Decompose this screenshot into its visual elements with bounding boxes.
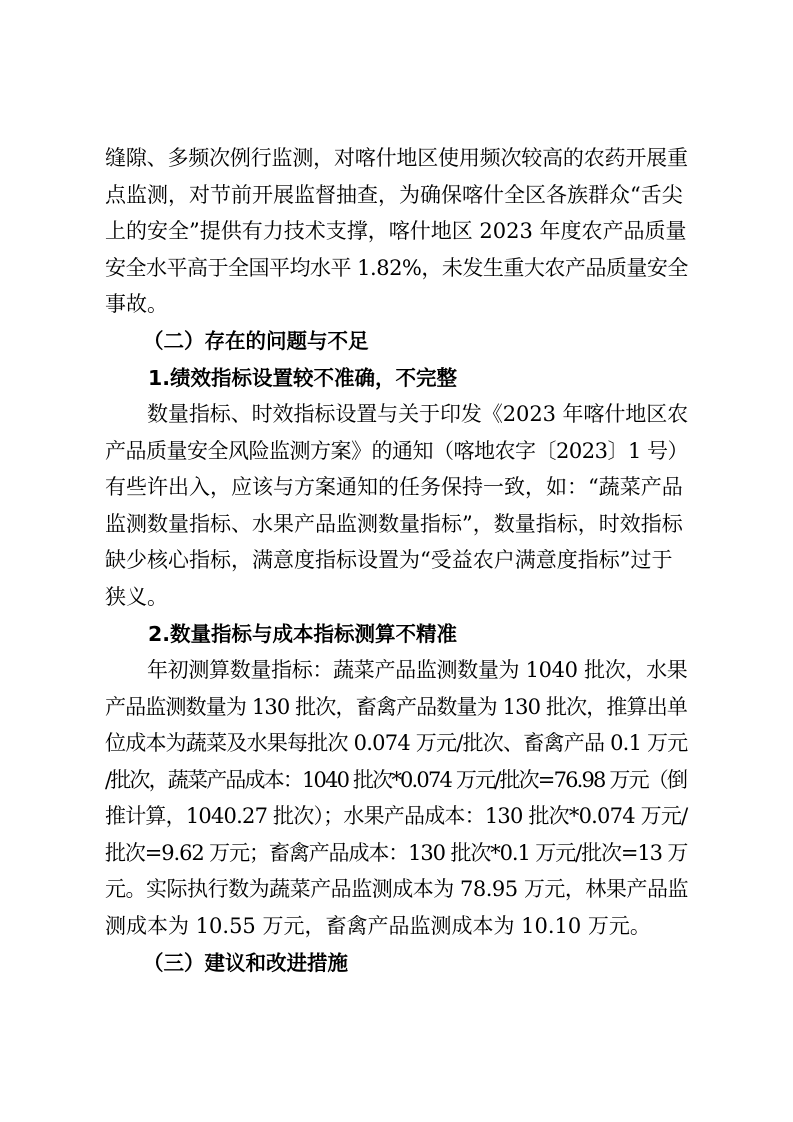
section-heading: （二）存在的问题与不足	[143, 329, 369, 353]
paragraph-line: 测成本为 10.55 万元，畜禽产品监测成本为 10.10 万元。	[105, 914, 651, 938]
paragraph-line: 狭义。	[105, 585, 168, 609]
paragraph-line: 推计算，1040.27 批次）；水果产品成本：130 批次*0.074 万元/	[105, 804, 688, 828]
paragraph-line: 缺少核心指标，满意度指标设置为“受益农户满意度指标”过于	[105, 548, 673, 572]
paragraph-line: 事故。	[105, 292, 168, 316]
paragraph-line: 产品监测数量为 130 批次，畜禽产品数量为 130 批次，推算出单	[105, 695, 688, 719]
paragraph-line: /批次，蔬菜产品成本：1040 批次*0.074 万元/批次=76.98 万元（倒	[105, 768, 687, 792]
paragraph-line: 年初测算数量指标：蔬菜产品监测数量为 1040 批次，水果	[147, 658, 688, 682]
subheading: 1.绩效指标设置较不准确，不完整	[148, 366, 458, 390]
paragraph-line: 缝隙、多频次例行监测，对喀什地区使用频次较高的农药开展重	[105, 146, 688, 170]
subheading: 2.数量指标与成本指标测算不精准	[148, 622, 458, 646]
section-heading: （三）建议和改进措施	[143, 951, 348, 975]
paragraph-line: 安全水平高于全国平均水平 1.82%，未发生重大农产品质量安全	[105, 256, 688, 280]
paragraph-line: 产品质量安全风险监测方案》的通知（喀地农字〔2023〕1 号）	[105, 439, 688, 463]
paragraph-line: 数量指标、时效指标设置与关于印发《2023 年喀什地区农	[147, 402, 689, 426]
paragraph-line: 有些许出入，应该与方案通知的任务保持一致，如：“蔬菜产品	[105, 475, 683, 499]
paragraph-line: 上的安全”提供有力技术支撑，喀什地区 2023 年度农产品质量	[105, 219, 687, 243]
paragraph-line: 元。实际执行数为蔬菜产品监测成本为 78.95 万元，林果产品监	[105, 877, 688, 901]
paragraph-line: 位成本为蔬菜及水果每批次 0.074 万元/批次、畜禽产品 0.1 万元	[105, 731, 688, 755]
paragraph-line: 监测数量指标、水果产品监测数量指标”，数量指标，时效指标	[105, 512, 683, 536]
paragraph-line: 批次=9.62 万元；畜禽产品成本：130 批次*0.1 万元/批次=13 万	[105, 841, 688, 865]
paragraph-line: 点监测，对节前开展监督抽查，为确保喀什全区各族群众“舌尖	[105, 183, 683, 207]
